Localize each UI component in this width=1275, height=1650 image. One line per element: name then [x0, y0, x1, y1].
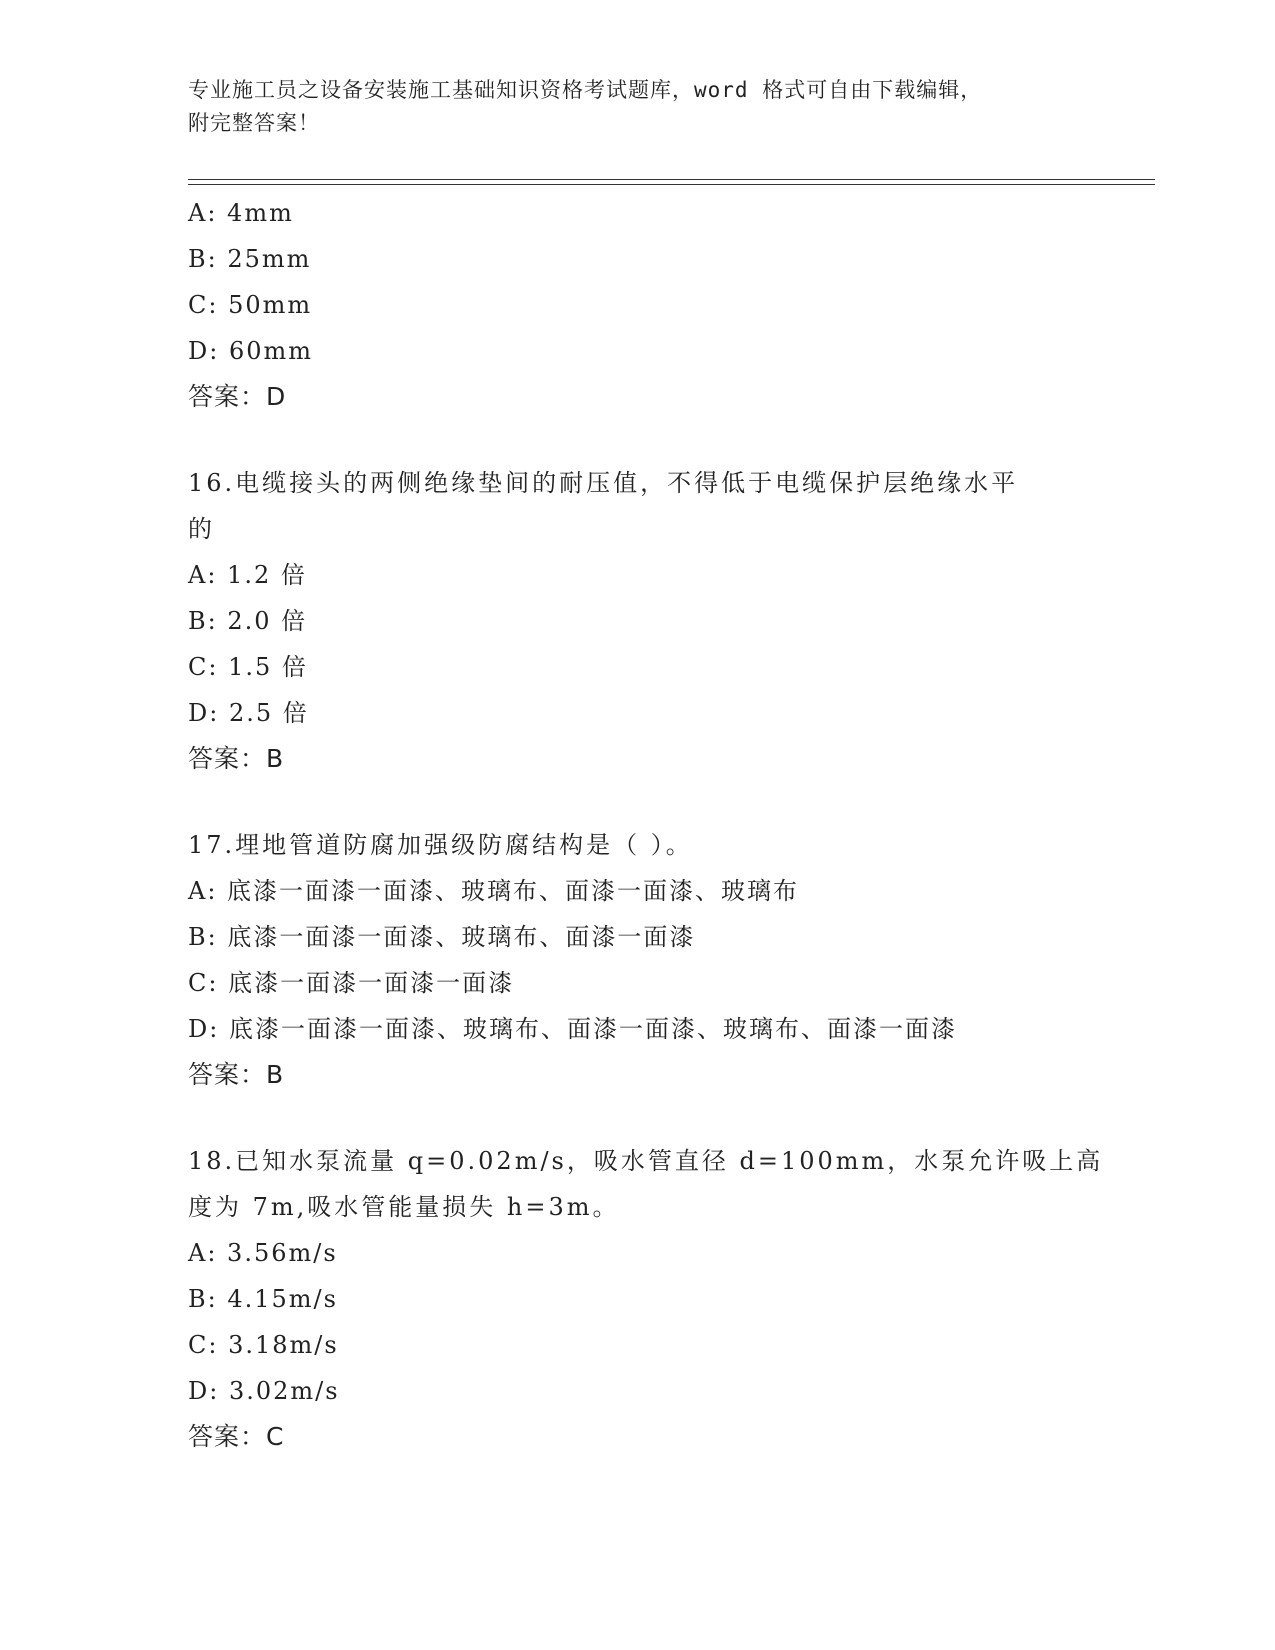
question-text-continued: 的	[188, 515, 215, 543]
option-c: C: 1.5 倍	[188, 653, 308, 681]
question-17	[188, 822, 1148, 1098]
question-15	[188, 190, 1148, 420]
option-a: A: 3.56m/s	[188, 1239, 338, 1267]
question-list	[188, 190, 1148, 1460]
option-a: A: 底漆一面漆一面漆、玻璃布、面漆一面漆、玻璃布	[188, 877, 800, 905]
answer: 答案：B	[188, 1060, 285, 1089]
question-text: 17.埋地管道防腐加强级防腐结构是（ ）。	[188, 831, 693, 859]
option-d: D: 底漆一面漆一面漆、玻璃布、面漆一面漆、玻璃布、面漆一面漆	[188, 1015, 957, 1043]
option-c: C: 50mm	[188, 291, 313, 319]
option-b: B: 2.0 倍	[188, 607, 308, 635]
option-a: A: 1.2 倍	[188, 561, 307, 589]
option-b: B: 4.15m/s	[188, 1285, 338, 1313]
document-header	[188, 74, 1088, 140]
header-line-1: 专业施工员之设备安装施工基础知识资格考试题库，word 格式可自由下载编辑，	[188, 78, 983, 102]
answer: 答案：B	[188, 744, 285, 773]
header-divider-top	[188, 179, 1155, 180]
option-c: C: 3.18m/s	[188, 1331, 339, 1359]
option-b: B: 底漆一面漆一面漆、玻璃布、面漆一面漆	[188, 923, 696, 951]
option-d: D: 60mm	[188, 337, 314, 365]
option-b: B: 25mm	[188, 245, 312, 273]
option-d: D: 3.02m/s	[188, 1377, 340, 1405]
option-a: A: 4mm	[188, 199, 294, 227]
header-line-2: 附完整答案！	[188, 111, 320, 135]
option-c: C: 底漆一面漆一面漆一面漆	[188, 969, 515, 997]
spacer	[188, 1098, 1148, 1138]
answer: 答案：D	[188, 382, 287, 411]
header-divider-bottom	[188, 184, 1155, 185]
question-16	[188, 460, 1148, 782]
spacer	[188, 782, 1148, 822]
question-text-continued: 度为 7m,吸水管能量损失 h=3m。	[188, 1193, 620, 1221]
question-18	[188, 1138, 1148, 1460]
spacer	[188, 420, 1148, 460]
option-d: D: 2.5 倍	[188, 699, 309, 727]
question-text: 16.电缆接头的两侧绝缘垫间的耐压值，不得低于电缆保护层绝缘水平	[188, 469, 1019, 497]
question-text: 18.已知水泵流量 q=0.02m/s，吸水管直径 d=100mm，水泵允许吸上高	[188, 1147, 1104, 1175]
answer: 答案：C	[188, 1422, 285, 1451]
